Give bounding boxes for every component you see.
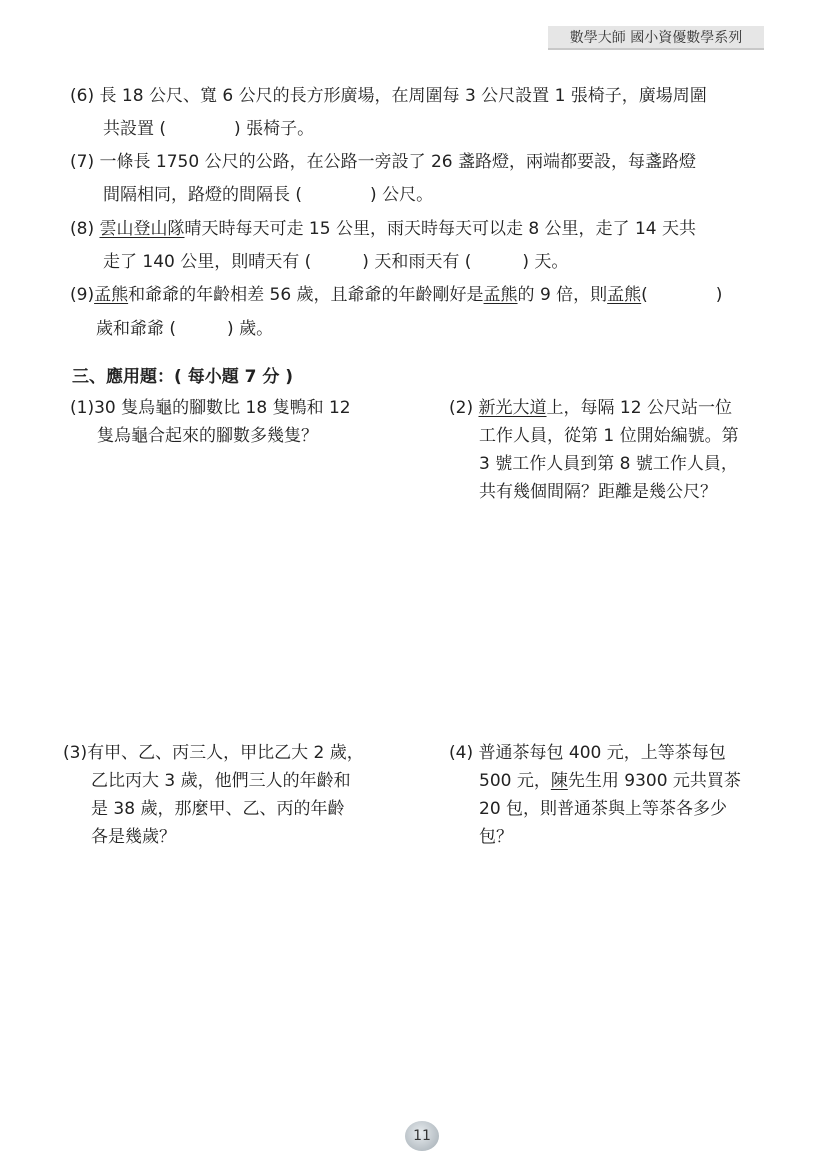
question-6-line-2: 共設置 ( ) 張椅子。 — [103, 119, 315, 139]
proper-name: 孟熊 — [607, 285, 642, 305]
problem-4 — [449, 739, 741, 851]
problem-text: 是 38 歲，那麼甲、乙、丙的年齡 — [91, 799, 345, 819]
problem-text: 工作人員，從第 1 位開始編號。第 — [479, 426, 739, 446]
proper-name: 新光大道 — [478, 398, 547, 418]
problem-text: 先生用 9300 元共買茶 — [567, 771, 741, 791]
problem-3 — [63, 739, 364, 851]
problem-text: 20 包，則普通茶與上等茶各多少 — [479, 799, 728, 819]
problem-text: 有甲、乙、丙三人，甲比乙大 2 歲， — [87, 743, 364, 763]
problem-text: 500 元， — [479, 771, 551, 791]
answer-blank: ( ) — [641, 285, 723, 305]
problem-2 — [449, 394, 739, 506]
problem-number: (4) — [449, 743, 474, 763]
problem-text: 30 隻烏龜的腳數比 18 隻鴨和 12 — [94, 398, 351, 418]
problem-text: 普通茶每包 400 元，上等茶每包 — [478, 743, 726, 763]
question-9-line-2: 歲和爺爺 ( ) 歲。 — [96, 319, 274, 339]
question-text: 長 18 公尺、寬 6 公尺的長方形廣場，在周圍每 3 公尺設置 1 張椅子，廣場周圍 — [99, 86, 707, 106]
problem-1 — [70, 394, 351, 450]
problem-number: (1)30 隻烏龜的腳數比 18 隻鴨和 12 — [70, 398, 351, 418]
problem-text: 包？ — [479, 827, 513, 847]
proper-name: 陳 — [550, 771, 568, 791]
question-number: (6) — [70, 86, 95, 106]
question-number: (9) — [70, 285, 95, 305]
page-number: 11 — [405, 1121, 439, 1151]
section-title: 三、應用題：( 每小題 7 分 ) — [72, 367, 294, 387]
problem-text: 共有幾個間隔？距離是幾公尺？ — [479, 482, 717, 502]
question-9-line-1 — [70, 284, 722, 306]
problem-text: 3 號工作人員到第 8 號工作人員， — [479, 454, 738, 474]
question-7-line-1 — [70, 151, 696, 173]
problem-text: 各是幾歲？ — [91, 827, 176, 847]
question-text: 一條長 1750 公尺的公路，在公路一旁設了 26 盞路燈，兩端都要設，每盞路燈 — [99, 152, 697, 172]
question-8-line-2: 走了 140 公里，則晴天有 ( ) 天和雨天有 ( ) 天。 — [103, 252, 569, 272]
proper-name: 孟熊 — [483, 285, 518, 305]
problem-text: 乙比丙大 3 歲，他們三人的年齡和 — [91, 771, 351, 791]
question-7-line-2: 間隔相同，路燈的間隔長 ( ) 公尺。 — [103, 185, 434, 205]
problem-text: 隻烏龜合起來的腳數多幾隻？ — [97, 426, 318, 446]
question-text: 晴天時每天可走 15 公里，雨天時每天可以走 8 公里，走了 14 天共 — [184, 219, 697, 239]
question-text: 和爺爺的年齡相差 56 歲，且爺爺的年齡剛好是 — [128, 285, 484, 305]
question-number: (7) — [70, 152, 95, 172]
problem-text: 上，每隔 12 公尺站一位 — [546, 398, 732, 418]
proper-name: 孟熊 — [94, 285, 129, 305]
problem-number: (3) — [63, 743, 88, 763]
question-number: (8) — [70, 219, 95, 239]
question-8-line-1 — [70, 218, 696, 240]
series-title-tag: 數學大師 國小資優數學系列 — [548, 26, 764, 50]
proper-name: 雲山登山隊 — [99, 219, 185, 239]
question-text: 的 9 倍，則 — [517, 285, 608, 305]
problem-number: (2) — [449, 398, 474, 418]
question-6-line-1 — [70, 85, 707, 107]
